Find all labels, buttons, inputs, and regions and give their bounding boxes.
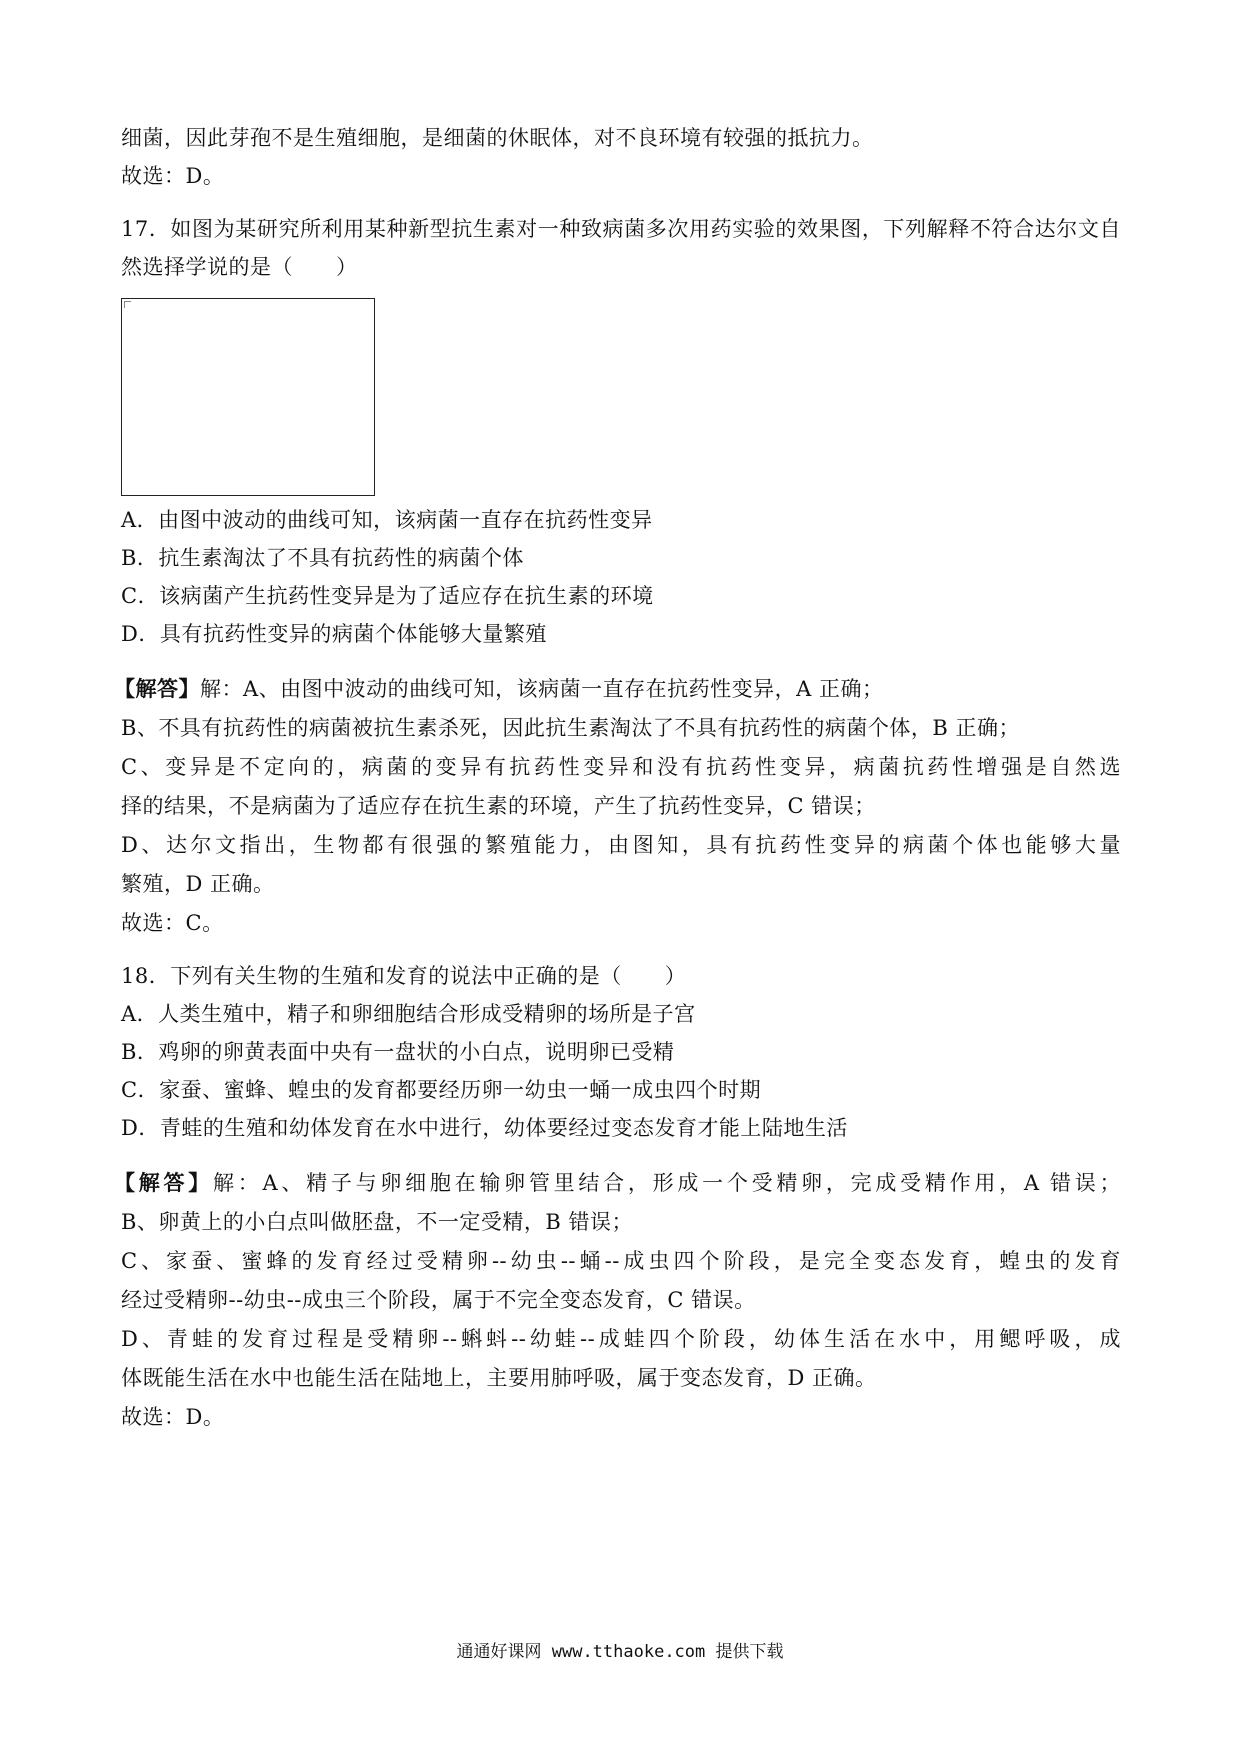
answer-17-line: C、变异是不定向的，病菌的变异有抗药性变异和没有抗药性变异，病菌抗药性增强是自然选 [121,755,1121,779]
text-line: 故选：D。 [121,164,225,188]
answer-18-line: 故选：D。 [121,1405,225,1429]
option-d: D．青蛙的生殖和幼体发育在水中进行，幼体要经过变态发育才能上陆地生活 [121,1116,848,1140]
answer-text: 解：A、由图中波动的曲线可知，该病菌一直存在抗药性变异，A 正确； [200,677,884,701]
answer-17-line: D、达尔文指出，生物都有很强的繁殖能力，由图知，具有抗药性变异的病菌个体也能够大量 [121,833,1121,857]
question-17-stem: 17．如图为某研究所利用某种新型抗生素对一种致病菌多次用药实验的效果图，下列解释不符合达尔文自 [121,217,1121,241]
option-a: A．人类生殖中，精子和卵细胞结合形成受精卵的场所是子宫 [121,1002,696,1026]
answer-17-line: 择的结果，不是病菌为了适应存在抗生素的环境，产生了抗药性变异，C 错误； [121,794,876,818]
option-b: B．鸡卵的卵黄表面中央有一盘状的小白点，说明卵已受精 [121,1040,675,1064]
option-c: C．该病菌产生抗药性变异是为了适应存在抗生素的环境 [121,584,654,608]
option-d: D．具有抗药性变异的病菌个体能够大量繁殖 [121,622,547,646]
answer-18-line: 体既能生活在水中也能生活在陆地上，主要用肺呼吸，属于变态发育，D 正确。 [121,1366,877,1390]
answer-18-line: D、青蛙的发育过程是受精卵--蝌蚪--幼蛙--成蛙四个阶段，幼体生活在水中，用鳃呼吸，成 [121,1327,1121,1351]
question-17-stem-cont: 然选择学说的是（ ） [121,255,358,279]
broken-image-icon [124,301,131,308]
answer-18-line: C、家蚕、蜜蜂的发育经过受精卵--幼虫--蛹--成虫四个阶段，是完全变态发育，蝗虫的发育 [121,1249,1121,1273]
answer-label: 【解答】 [114,676,200,701]
answer-18-line: B、卵黄上的小白点叫做胚盘，不一定受精，B 错误； [121,1210,634,1234]
answer-17-line: 繁殖，D 正确。 [121,872,275,896]
answer-18-line [114,1169,1121,1197]
answer-text: 解：A、精子与卵细胞在输卵管里结合，形成一个受精卵，完成受精作用，A 错误； [213,1171,1121,1195]
answer-17-line: B、不具有抗药性的病菌被抗生素杀死，因此抗生素淘汰了不具有抗药性的病菌个体，B 正确； [121,716,1021,740]
text-line: 细菌，因此芽孢不是生殖细胞，是细菌的休眠体，对不良环境有较强的抵抗力。 [121,126,874,150]
answer-17-line [114,675,1114,703]
option-a: A．由图中波动的曲线可知，该病菌一直存在抗药性变异 [121,508,653,532]
question-18-stem: 18．下列有关生物的生殖和发育的说法中正确的是（ ） [121,964,687,988]
answer-label: 【解答】 [114,1170,213,1195]
option-b: B．抗生素淘汰了不具有抗药性的病菌个体 [121,546,524,570]
answer-18-line: 经过受精卵--幼虫--成虫三个阶段，属于不完全变态发育，C 错误。 [121,1288,756,1312]
page-footer: 通通好课网 www.tthaoke.com 提供下载 [456,1642,784,1662]
question-17-figure-placeholder [121,298,375,496]
answer-17-line: 故选：C。 [121,911,224,935]
option-c: C．家蚕、蜜蜂、蝗虫的发育都要经历卵一幼虫一蛹一成虫四个时期 [121,1078,762,1102]
